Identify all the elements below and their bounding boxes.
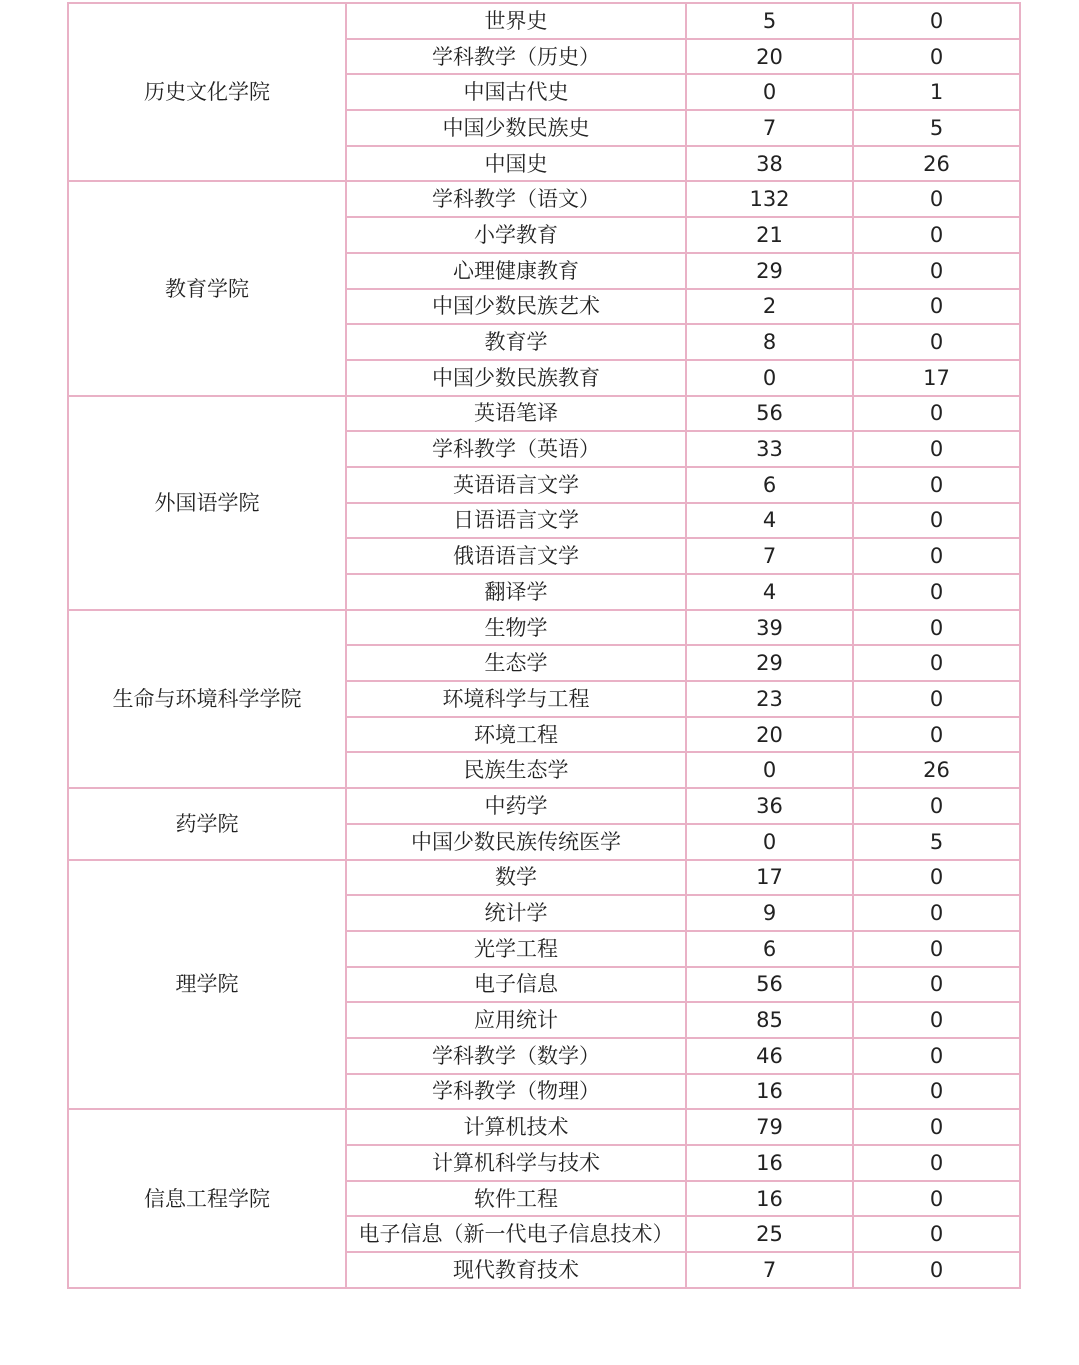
major-name-cell: 学科教学（数学） xyxy=(346,1038,686,1074)
major-name-cell: 小学教育 xyxy=(346,217,686,253)
major-name-cell: 日语语言文学 xyxy=(346,503,686,539)
count-b-cell: 5 xyxy=(853,110,1020,146)
count-b-cell: 26 xyxy=(853,146,1020,182)
count-b-cell: 5 xyxy=(853,824,1020,860)
college-name-cell: 外国语学院 xyxy=(68,396,346,610)
count-b-cell: 0 xyxy=(853,1038,1020,1074)
count-a-cell: 7 xyxy=(686,110,853,146)
count-b-cell: 0 xyxy=(853,574,1020,610)
major-name-cell: 世界史 xyxy=(346,3,686,39)
count-b-cell: 0 xyxy=(853,1216,1020,1252)
count-b-cell: 0 xyxy=(853,717,1020,753)
major-name-cell: 计算机技术 xyxy=(346,1109,686,1145)
major-name-cell: 俄语语言文学 xyxy=(346,538,686,574)
major-name-cell: 中国少数民族传统医学 xyxy=(346,824,686,860)
count-a-cell: 7 xyxy=(686,1252,853,1288)
count-b-cell: 0 xyxy=(853,1002,1020,1038)
count-a-cell: 36 xyxy=(686,788,853,824)
table-row xyxy=(68,610,1020,646)
count-a-cell: 21 xyxy=(686,217,853,253)
count-b-cell: 17 xyxy=(853,360,1020,396)
count-a-cell: 2 xyxy=(686,289,853,325)
count-b-cell: 0 xyxy=(853,289,1020,325)
count-b-cell: 0 xyxy=(853,610,1020,646)
count-b-cell: 0 xyxy=(853,3,1020,39)
table-row xyxy=(68,860,1020,896)
major-name-cell: 现代教育技术 xyxy=(346,1252,686,1288)
major-name-cell: 电子信息（新一代电子信息技术） xyxy=(346,1216,686,1252)
major-name-cell: 生物学 xyxy=(346,610,686,646)
major-name-cell: 学科教学（英语） xyxy=(346,431,686,467)
count-b-cell: 0 xyxy=(853,253,1020,289)
count-a-cell: 8 xyxy=(686,324,853,360)
count-b-cell: 0 xyxy=(853,467,1020,503)
count-a-cell: 29 xyxy=(686,253,853,289)
major-name-cell: 心理健康教育 xyxy=(346,253,686,289)
major-name-cell: 英语语言文学 xyxy=(346,467,686,503)
count-b-cell: 0 xyxy=(853,967,1020,1003)
major-name-cell: 统计学 xyxy=(346,895,686,931)
major-name-cell: 数学 xyxy=(346,860,686,896)
count-a-cell: 4 xyxy=(686,503,853,539)
major-name-cell: 英语笔译 xyxy=(346,396,686,432)
major-name-cell: 教育学 xyxy=(346,324,686,360)
count-b-cell: 26 xyxy=(853,752,1020,788)
count-b-cell: 0 xyxy=(853,1252,1020,1288)
college-name-cell: 信息工程学院 xyxy=(68,1109,346,1287)
count-a-cell: 0 xyxy=(686,752,853,788)
table-row xyxy=(68,788,1020,824)
college-name-cell: 生命与环境科学学院 xyxy=(68,610,346,788)
count-b-cell: 0 xyxy=(853,324,1020,360)
table-row xyxy=(68,1109,1020,1145)
major-name-cell: 生态学 xyxy=(346,645,686,681)
major-name-cell: 电子信息 xyxy=(346,967,686,1003)
count-a-cell: 6 xyxy=(686,931,853,967)
count-b-cell: 0 xyxy=(853,860,1020,896)
count-a-cell: 79 xyxy=(686,1109,853,1145)
college-name-cell: 理学院 xyxy=(68,860,346,1110)
major-name-cell: 中药学 xyxy=(346,788,686,824)
count-b-cell: 0 xyxy=(853,217,1020,253)
count-a-cell: 9 xyxy=(686,895,853,931)
major-name-cell: 软件工程 xyxy=(346,1181,686,1217)
count-b-cell: 0 xyxy=(853,503,1020,539)
count-a-cell: 16 xyxy=(686,1074,853,1110)
major-name-cell: 学科教学（历史） xyxy=(346,39,686,75)
count-a-cell: 56 xyxy=(686,396,853,432)
major-name-cell: 学科教学（物理） xyxy=(346,1074,686,1110)
major-name-cell: 中国史 xyxy=(346,146,686,182)
major-name-cell: 环境工程 xyxy=(346,717,686,753)
count-b-cell: 0 xyxy=(853,1181,1020,1217)
count-a-cell: 0 xyxy=(686,74,853,110)
major-name-cell: 计算机科学与技术 xyxy=(346,1145,686,1181)
count-a-cell: 85 xyxy=(686,1002,853,1038)
major-name-cell: 中国少数民族教育 xyxy=(346,360,686,396)
count-b-cell: 0 xyxy=(853,1074,1020,1110)
major-name-cell: 中国古代史 xyxy=(346,74,686,110)
count-b-cell: 0 xyxy=(853,895,1020,931)
count-b-cell: 0 xyxy=(853,788,1020,824)
count-b-cell: 0 xyxy=(853,1145,1020,1181)
enrollment-table-container xyxy=(67,2,1019,1289)
count-a-cell: 16 xyxy=(686,1145,853,1181)
count-b-cell: 0 xyxy=(853,396,1020,432)
enrollment-table xyxy=(67,2,1021,1289)
count-a-cell: 5 xyxy=(686,3,853,39)
count-b-cell: 0 xyxy=(853,681,1020,717)
major-name-cell: 应用统计 xyxy=(346,1002,686,1038)
count-b-cell: 0 xyxy=(853,645,1020,681)
major-name-cell: 民族生态学 xyxy=(346,752,686,788)
count-a-cell: 38 xyxy=(686,146,853,182)
count-b-cell: 0 xyxy=(853,39,1020,75)
count-b-cell: 0 xyxy=(853,538,1020,574)
count-a-cell: 4 xyxy=(686,574,853,610)
count-a-cell: 33 xyxy=(686,431,853,467)
count-a-cell: 20 xyxy=(686,717,853,753)
count-a-cell: 23 xyxy=(686,681,853,717)
count-a-cell: 25 xyxy=(686,1216,853,1252)
count-b-cell: 0 xyxy=(853,181,1020,217)
major-name-cell: 光学工程 xyxy=(346,931,686,967)
count-b-cell: 1 xyxy=(853,74,1020,110)
count-a-cell: 0 xyxy=(686,360,853,396)
major-name-cell: 中国少数民族史 xyxy=(346,110,686,146)
count-a-cell: 7 xyxy=(686,538,853,574)
college-name-cell: 教育学院 xyxy=(68,181,346,395)
count-a-cell: 56 xyxy=(686,967,853,1003)
major-name-cell: 中国少数民族艺术 xyxy=(346,289,686,325)
count-a-cell: 132 xyxy=(686,181,853,217)
college-name-cell: 历史文化学院 xyxy=(68,3,346,181)
count-a-cell: 29 xyxy=(686,645,853,681)
count-a-cell: 39 xyxy=(686,610,853,646)
college-name-cell: 药学院 xyxy=(68,788,346,859)
count-b-cell: 0 xyxy=(853,431,1020,467)
count-a-cell: 17 xyxy=(686,860,853,896)
count-b-cell: 0 xyxy=(853,931,1020,967)
count-a-cell: 46 xyxy=(686,1038,853,1074)
table-body xyxy=(68,3,1020,1288)
count-a-cell: 16 xyxy=(686,1181,853,1217)
major-name-cell: 翻译学 xyxy=(346,574,686,610)
table-row xyxy=(68,181,1020,217)
count-a-cell: 6 xyxy=(686,467,853,503)
major-name-cell: 学科教学（语文） xyxy=(346,181,686,217)
major-name-cell: 环境科学与工程 xyxy=(346,681,686,717)
count-b-cell: 0 xyxy=(853,1109,1020,1145)
table-row xyxy=(68,396,1020,432)
table-row xyxy=(68,3,1020,39)
count-a-cell: 20 xyxy=(686,39,853,75)
count-a-cell: 0 xyxy=(686,824,853,860)
